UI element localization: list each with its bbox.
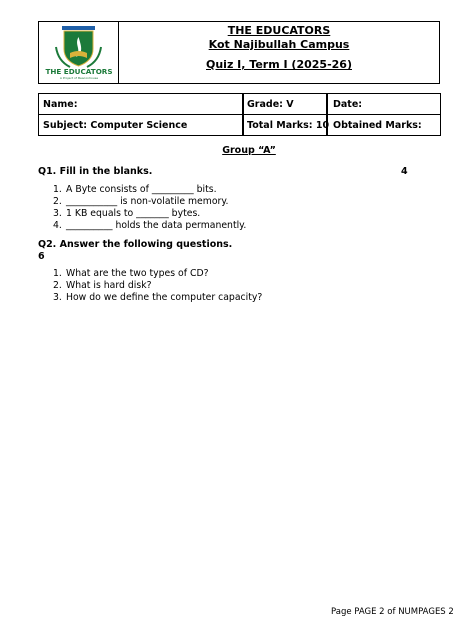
table-row-divider	[39, 114, 440, 115]
org-title: THE EDUCATORS	[227, 24, 331, 37]
logo-tagline: A Project of Beaconhouse	[59, 76, 99, 80]
item-number: 1.	[53, 268, 62, 279]
date-label: Date:	[333, 99, 363, 110]
item-number: 3.	[53, 208, 62, 219]
group-title: Group “A”	[222, 145, 276, 156]
list-item	[53, 220, 246, 231]
list-item	[53, 208, 200, 219]
grade-label: Grade: V	[247, 99, 294, 110]
school-logo	[40, 23, 117, 82]
logo-text: THE EDUCATORS	[45, 67, 113, 76]
list-item	[53, 280, 152, 291]
page-footer: Page PAGE 2 of NUMPAGES 2	[331, 607, 454, 617]
total-marks-label: Total Marks: 10	[247, 120, 330, 131]
item-number: 4.	[53, 220, 62, 231]
item-text: ___________ is non-volatile memory.	[66, 196, 229, 207]
item-text: What are the two types of CD?	[66, 268, 209, 279]
list-item	[53, 184, 217, 195]
item-number: 1.	[53, 184, 62, 195]
table-col-divider	[242, 94, 244, 135]
q1-marks: 4	[401, 166, 408, 177]
item-text: __________ holds the data permanently.	[66, 220, 247, 231]
header-box	[38, 21, 440, 84]
list-item	[53, 292, 262, 303]
name-label: Name:	[43, 99, 78, 110]
item-text: 1 KB equals to _______ bytes.	[66, 208, 201, 219]
subject-label: Subject: Computer Science	[43, 120, 188, 131]
student-info-table	[38, 93, 441, 136]
obtained-marks-label: Obtained Marks:	[333, 120, 422, 131]
list-item	[53, 196, 228, 207]
item-text: How do we define the computer capacity?	[66, 292, 263, 303]
q2-marks: 6	[38, 251, 45, 262]
item-number: 2.	[53, 196, 62, 207]
quiz-title: Quiz I, Term I (2025-26)	[206, 58, 352, 71]
item-number: 2.	[53, 280, 62, 291]
list-item	[53, 268, 209, 279]
item-number: 3.	[53, 292, 62, 303]
campus-title: Kot Najibullah Campus	[208, 38, 350, 51]
q2-title: Q2. Answer the following questions.	[38, 239, 233, 250]
item-text: What is hard disk?	[66, 280, 152, 291]
item-text: A Byte consists of _________ bits.	[66, 184, 217, 195]
q1-title: Q1. Fill in the blanks.	[38, 166, 153, 177]
